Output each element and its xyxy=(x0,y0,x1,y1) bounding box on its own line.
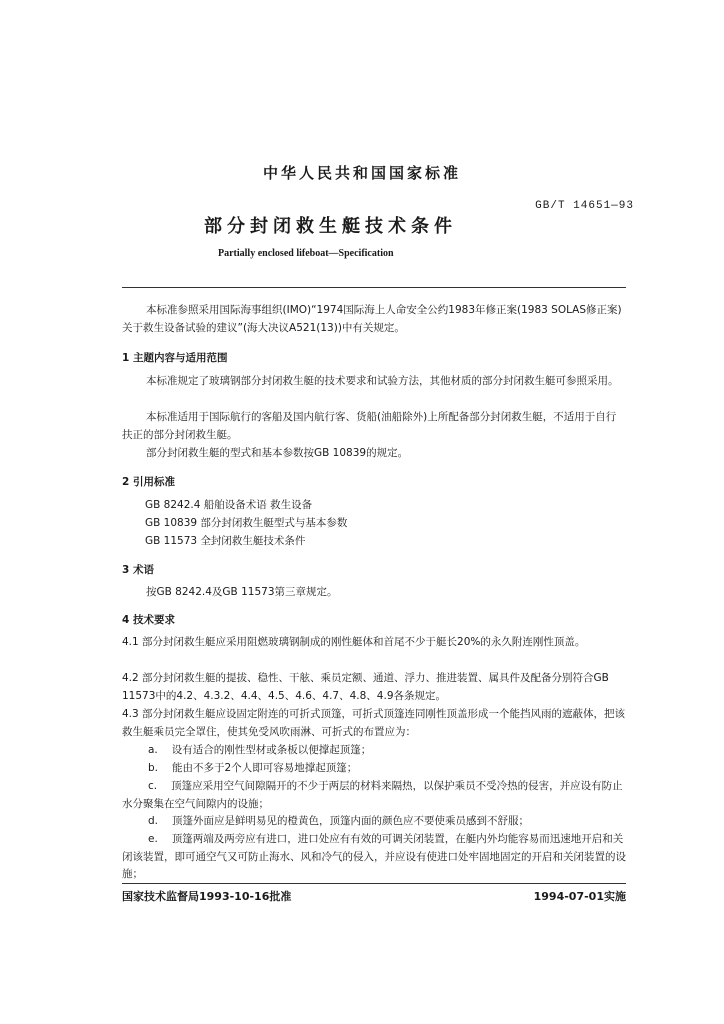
document-subtitle: Partially enclosed lifeboat—Specification xyxy=(218,248,394,259)
list-item-text: 顶篷应采用空气间隙隔开的不少于两层的材料来隔热，以保护乘员不受冷热的侵害，并应设有防止水分聚集在空气间隙内的设施； xyxy=(122,780,623,810)
section-2-heading: 2 引用标准 xyxy=(122,476,175,488)
section-1-paragraph-1: 本标准规定了玻璃钢部分封闭救生艇的技术要求和试验方法，其他材质的部分封闭救生艇可参照采用。 xyxy=(146,375,619,387)
section-4-heading: 4 技术要求 xyxy=(122,614,175,626)
reference-item: GB 11573 全封闭救生艇技术条件 xyxy=(145,535,306,547)
standard-code: GB/T 14651—93 xyxy=(535,200,634,212)
list-item xyxy=(122,742,626,760)
section-1-heading: 1 主题内容与适用范围 xyxy=(122,352,228,364)
section-1-paragraph-3: 部分封闭救生艇的型式和基本参数按GB 10839的规定。 xyxy=(146,447,409,459)
list-item xyxy=(122,831,626,884)
footer-divider xyxy=(122,883,626,884)
clause-4-3: 4.3 部分封闭救生艇应设固定附连的可折式顶篷，可折式顶篷连同刚性顶盖形成一个能挡风雨的遮蔽体，把该救生艇乘员完全罩住，使其免受风吹雨淋、可折式的布置应为： xyxy=(122,708,626,738)
clause-4-2: 4.2 部分封闭救生艇的提拔、稳性、干舷、乘员定额、通道、浮力、推进装置、属具件及配备分别符合GB 11573中的4.2、4.3.2、4.4、4.5、4.6、4.7、4.8、4.9各条规定。 xyxy=(122,672,609,702)
document-title: 部分封闭救生艇技术条件 xyxy=(204,216,457,237)
list-item-text: 顶篷两端及两旁应有进口，进口处应有有效的可调关闭装置，在艇内外均能容易而迅速地开启和关闭该装置，即可通空气又可防止海水、风和冷气的侵入，并应设有使进口处牢固地固定的开启和关闭装置的设施； xyxy=(122,833,626,880)
list-item-text: 能由不多于2个人即可容易地撑起顶篷； xyxy=(172,762,358,774)
list-item-text: 设有适合的刚性型材或条板以便撑起顶篷； xyxy=(171,744,372,756)
list-item-text: 顶篷外面应是鲜明易见的橙黄色，顶篷内面的颜色应不要使乘员感到不舒服； xyxy=(172,815,530,827)
list-item-label: d. xyxy=(148,815,159,827)
list-item-label: b. xyxy=(148,762,159,774)
list-item-label: e. xyxy=(148,833,158,845)
header-divider xyxy=(122,287,626,288)
effective-date: 1994-07-01实施 xyxy=(533,890,626,903)
standard-title: 中华人民共和国国家标准 xyxy=(262,164,461,182)
list-item xyxy=(122,813,626,831)
section-3-paragraph: 按GB 8242.4及GB 11573第三章规定。 xyxy=(146,586,338,598)
section-1-paragraph-2: 本标准适用于国际航行的客船及国内航行客、货船(油船除外)上所配备部分封闭救生艇，不适用于自行扶正的部分封闭救生艇。 xyxy=(122,411,617,441)
intro-paragraph: 本标准参照采用国际海事组织(IMO)“1974国际海上人命安全公约1983年修正案(1983 SOLAS修正案)关于救生设备试验的建议”(海大决议A521(13))中有关规定。 xyxy=(122,304,622,334)
list-item-label: a. xyxy=(148,744,158,756)
reference-item: GB 8242.4 船舶设备术语 救生设备 xyxy=(145,499,313,511)
clause-4-1: 4.1 部分封闭救生艇应采用阻燃玻璃钢制成的刚性艇体和首尾不少于艇长20%的永久附连刚性顶盖。 xyxy=(122,636,586,648)
list-item xyxy=(122,760,626,778)
approval-date: 国家技术监督局1993-10-16批准 xyxy=(122,890,292,903)
section-3-heading: 3 术语 xyxy=(122,564,154,576)
list-item-label: c. xyxy=(148,780,158,792)
list-item xyxy=(122,778,626,813)
reference-item: GB 10839 部分封闭救生艇型式与基本参数 xyxy=(145,517,348,529)
